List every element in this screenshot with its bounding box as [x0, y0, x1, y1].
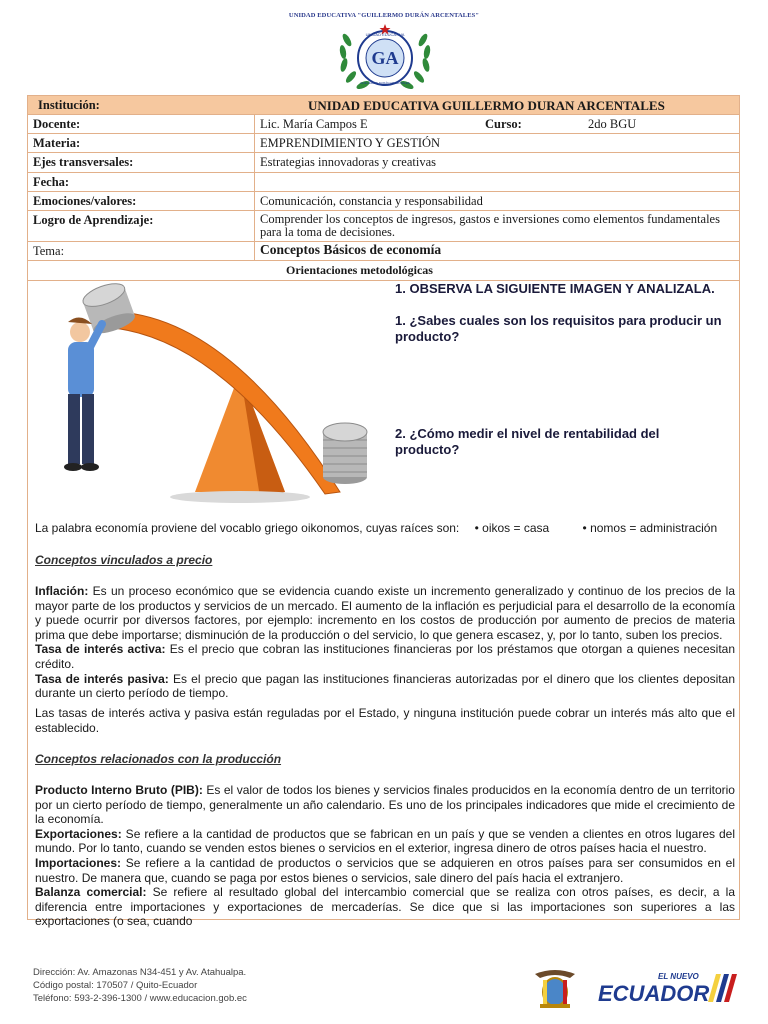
term-exportaciones: Exportaciones:	[35, 826, 122, 841]
row-tema	[28, 242, 739, 261]
materia-label: Materia:	[33, 136, 81, 150]
school-caption: UNIDAD EDUCATIVA "GUILLERMO DURÁN ARCENTALES"	[288, 12, 480, 19]
seesaw-coins-illustration	[40, 282, 390, 512]
curso-value: 2do BGU	[588, 117, 637, 131]
row-logro	[28, 211, 739, 242]
root-oikos: • oikos = casa	[474, 521, 550, 535]
etymology-line	[35, 521, 735, 536]
paragraph-regulation: Las tasas de interés activa y pasiva están reguladas por el Estado, y ninguna institución puede cobrar un interés más alto que el establecido.	[35, 706, 735, 735]
ejes-label: Ejes transversales:	[33, 155, 134, 169]
logo-ring-top: UNIDAD EDUCATIVA	[365, 32, 405, 37]
row-materia	[28, 134, 739, 153]
text-inflacion: Es un proceso económico que se evidencia cuando existe un incremento generalizado y continuo de los precios de la mayor parte de los productos y servicios de un mercado. El aumento de la inflación es perjudicial para el desarrollo de la economía y puede ocurrir por diversos factores, por ejemplo: incremento en los costos de producción por aumento de precios de materia prima que debe importarse; disminución de la producción o del servicio, lo que genera escasez, y, por lo tanto, suben los precios.	[35, 584, 735, 642]
tema-label: Tema:	[33, 244, 65, 258]
etymology-text: La palabra economía proviene del vocablo griego oikonomos, cuyas raíces son:	[35, 521, 460, 535]
logo-ring-bottom: GUILLERMO DURÁN ARCENTALES	[360, 81, 410, 85]
term-importaciones: Importaciones:	[35, 855, 122, 870]
ejes-value: Estrategias innovadoras y creativas	[260, 155, 436, 169]
school-logo	[333, 22, 437, 94]
orientaciones-heading: Orientaciones metodológicas	[286, 263, 433, 277]
row-institucion	[28, 96, 739, 115]
logo-letters: GA	[371, 48, 399, 68]
term-balanza: Balanza comercial:	[35, 885, 147, 900]
subheading-precio: Conceptos vinculados a precio	[35, 553, 213, 567]
paragraph-produccion	[35, 783, 735, 929]
text-tasa-pasiva: Es el precio que pagan las instituciones financieras autorizadas por el dinero que los clientes depositan durante un cierto período de tiempo.	[35, 671, 735, 701]
institucion-value: UNIDAD EDUCATIVA GUILLERMO DURAN ARCENTALES	[308, 98, 665, 113]
curso-label: Curso:	[485, 117, 522, 131]
tema-value: Conceptos Básicos de economía	[260, 242, 442, 257]
row-emociones	[28, 192, 739, 211]
brand-big-text: ECUADOR	[598, 981, 710, 1006]
term-pib: Producto Interno Bruto (PIB):	[35, 783, 203, 797]
paragraph-inflacion	[35, 584, 735, 701]
text-balanza: Se refiere al resultado global del intercambio comercial que se realiza con otros países, es decir, a la diferencia entre importaciones y exportaciones de mercaderías. Se dice que si las importaciones son superiores a las exportaciones (o sea, cuando	[35, 885, 736, 929]
emociones-label: Emociones/valores:	[33, 194, 137, 208]
subheading-produccion: Conceptos relacionados con la producción	[35, 752, 282, 766]
text-importaciones: Se refiere a la cantidad de productos o servicios que se adquieren en otros países para ser consumidos en el nuestro. De manera que, cuando se paga por estos bienes o servicios, sale dinero del país hacia el extranjero.	[35, 855, 735, 885]
footer-phone: Teléfono: 593-2-396-1300 / www.educacion.gob.ec	[33, 993, 247, 1004]
logro-value: Comprender los conceptos de ingresos, gastos e inversiones como elementos fundamentales para la toma de decisiones.	[260, 212, 720, 239]
fecha-label: Fecha:	[33, 175, 70, 189]
text-pib: Es el valor de todos los bienes y servicios finales producidos en la economía dentro de un territorio por un cierto período de tiempo, generalmente un año calendario. Es uno de los principales indicadores que mide el crecimiento de la economía.	[35, 783, 735, 827]
root-nomos: • nomos = administración	[582, 521, 718, 535]
el-nuevo-ecuador-logo	[596, 968, 746, 1008]
logro-label: Logro de Aprendizaje:	[33, 213, 154, 227]
brand-small-text: EL NUEVO	[658, 972, 699, 981]
docente-value: Lic. María Campos E	[260, 117, 368, 131]
emociones-value: Comunicación, constancia y responsabilidad	[260, 194, 483, 208]
question-2: 2. ¿Cómo medir el nivel de rentabilidad del producto?	[395, 426, 660, 457]
text-exportaciones: Se refiere a la cantidad de productos que se fabrican en un país y que se venden a clientes en otros lugares del mundo. Por lo tanto, cuando se venden estos bienes o servicios en el exterior, ingresa dinero de otros países hacia el nuestro.	[35, 826, 735, 856]
footer-address: Dirección: Av. Amazonas N34-451 y Av. Atahualpa.	[33, 967, 247, 978]
row-docente	[28, 115, 739, 134]
question-1-heading: 1. OBSERVA LA SIGUIENTE IMAGEN Y ANALIZALA.	[395, 281, 715, 296]
row-orientaciones	[28, 261, 739, 281]
text-tasa-activa: Es el precio que cobran las instituciones financieras por los préstamos que otorgan a quienes necesitan crédito.	[35, 642, 736, 671]
term-tasa-pasiva: Tasa de interés pasiva:	[35, 671, 169, 686]
row-ejes	[28, 153, 739, 173]
term-tasa-activa: Tasa de interés activa:	[35, 642, 166, 657]
institucion-label: Institución:	[38, 98, 100, 112]
term-inflacion: Inflación:	[35, 584, 89, 598]
materia-value: EMPRENDIMIENTO Y GESTIÓN	[260, 136, 441, 150]
question-1-sub-text: 1. ¿Sabes cuales son los requisitos para producir un producto?	[395, 313, 722, 344]
docente-label: Docente:	[33, 117, 81, 131]
row-fecha	[28, 173, 739, 192]
footer-postal: Código postal: 170507 / Quito-Ecuador	[33, 980, 198, 991]
ecuador-crest-icon	[530, 966, 580, 1010]
question-1-sub	[395, 313, 725, 345]
